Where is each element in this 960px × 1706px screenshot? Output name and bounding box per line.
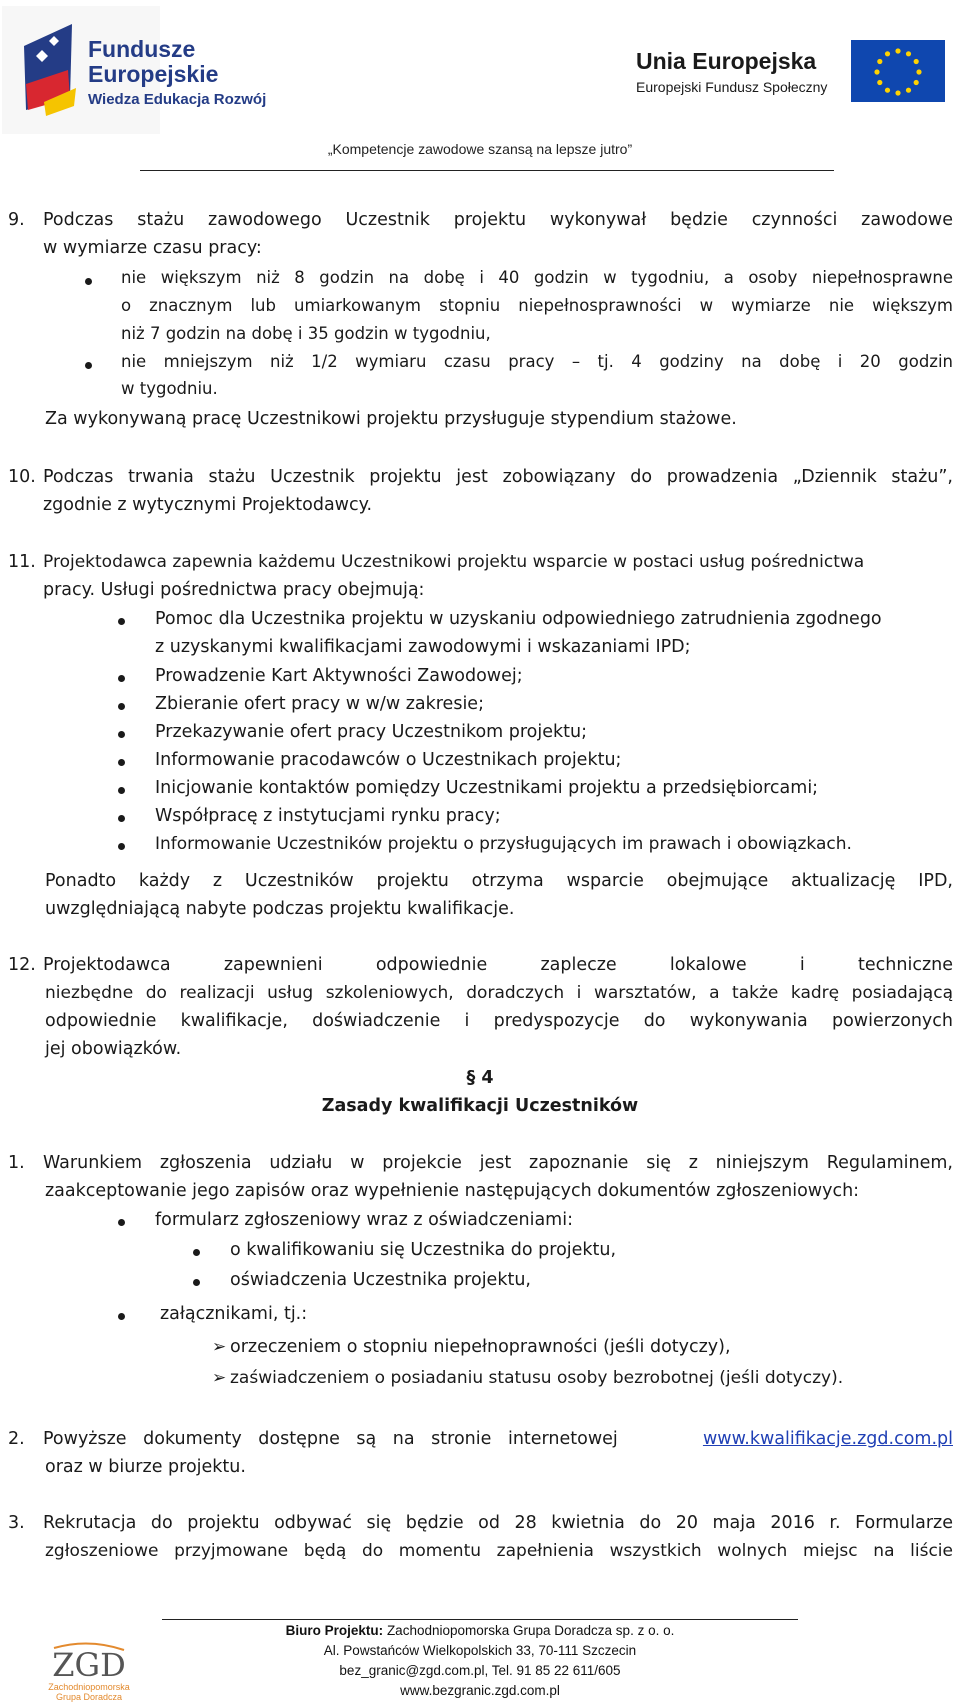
item-11-closing-line1: Ponadto każdy z Uczestników projektu otrzyma wsparcie obejmujące aktualizację IPD, [45,871,953,891]
bullet-icon [118,703,125,710]
item-9-bullet1-line3: niż 7 godzin na dobę i 35 godzin w tygodniu, [121,324,491,343]
s4-item-1-bullet1: formularz zgłoszeniowy wraz z oświadczeniami: [155,1210,573,1230]
item-9-number: 9. [8,210,25,230]
item-9-bullet1-line1: nie większym niż 8 godzin na dobę i 40 godzin w tygodniu, a osoby niepełnosprawne [121,268,953,287]
bullet-icon [118,843,125,850]
item-11-closing-line2: uwzględniającą nabyte podczas projektu kwalifikacje. [45,899,515,919]
item-11-bullet-6: Inicjowanie kontaktów pomiędzy Uczestnikami projektu a przedsiębiorcami; [155,778,819,798]
s4-item-1-bullet2-sub1: orzeczeniem o stopniu niepełnoprawności (jeśli dotyczy), [230,1337,731,1357]
item-9-bullet2-line2: w tygodniu. [121,379,218,398]
bullet-icon [118,815,125,822]
item-11-bullet-8: Informowanie Uczestników projektu o przysługujących im prawach i obowiązkach. [155,834,852,854]
footer-label: Biuro Projektu: [285,1623,384,1638]
zgd-logo-sub1: Zachodniopomorska [48,1682,130,1692]
item-10-line1: Podczas trwania stażu Uczestnik projektu jest zobowiązany do prowadzenia „Dziennik stażu”, [43,467,953,487]
s4-item-1-bullet1-sub1: o kwalifikowaniu się Uczestnika do projektu, [230,1240,617,1260]
footer-divider [162,1619,798,1620]
fe-logo-line2: Europejskie [88,61,219,87]
fe-logo-line3: Wiedza Edukacja Rozwój [88,91,267,108]
zgd-logo-sub2: Grupa Doradcza [55,1692,123,1702]
item-11-bullet-7: Współpracę z instytucjami rynku pracy; [155,806,501,826]
item-9-closing: Za wykonywaną pracę Uczestnikowi projektu przysługuje stypendium stażowe. [45,409,737,429]
bullet-icon [118,731,125,738]
section-title: Zasady kwalifikacji Uczestników [321,1096,639,1116]
ue-logo-text [636,48,827,95]
item-10-line2: zgodnie z wytycznymi Projektodawcy. [43,495,373,515]
ue-subtitle: Europejski Fundusz Społeczny [636,79,828,95]
bullet-icon [118,618,125,625]
item-12-line4: jej obowiązków. [45,1039,182,1059]
item-12-number: 12. [8,955,36,975]
item-12-line2: niezbędne do realizacji usług szkoleniowych, doradczych i warsztatów, a także kadrę posiadającą [45,983,953,1003]
item-9-bullet2-line1: nie mniejszym niż 1/2 wymiaru czasu pracy – tj. 4 godziny na dobę i 20 godzin [121,352,953,371]
s4-item-3-line1: Rekrutacja do projektu odbywać się będzie od 28 kwietnia do 20 maja 2016 r. Formularze [43,1513,953,1533]
project-tagline: „Kompetencje zawodowe szansą na lepsze jutro” [327,141,633,157]
item-9-bullet1-line2: o znacznym lub umiarkowanym stopniu niepełnosprawności w wymiarze nie większym [121,296,953,315]
item-11-number: 11. [8,552,36,572]
section-symbol: § 4 [466,1068,494,1088]
bullet-icon [85,362,92,369]
bullet-icon [193,1249,200,1256]
item-11-bullet-5: Informowanie pracodawców o Uczestnikach projektu; [155,750,622,770]
s4-item-1-bullet1-sub2: oświadczenia Uczestnika projektu, [230,1270,531,1290]
s4-item-2-line2: oraz w biurze projektu. [45,1457,246,1477]
footer-block [160,1621,800,1701]
item-11-bullet-4: Przekazywanie ofert pracy Uczestnikom projektu; [155,722,588,742]
item-11-line2: pracy. Usługi pośrednictwa pracy obejmują: [43,580,425,600]
header-divider [140,170,834,171]
eu-flag-icon [851,40,945,102]
footer-website[interactable]: www.bezgranic.zgd.com.pl [400,1683,560,1698]
s4-item-2-line1: Powyższe dokumenty dostępne są na stronie internetowej [43,1429,618,1449]
fe-logo-text [88,38,266,107]
s4-item-1-line2: zaakceptowanie jego zapisów oraz wypełnienie następujących dokumentów zgłoszeniowych: [45,1181,860,1201]
footer-org: Zachodniopomorska Grupa Doradcza sp. z o. o. [386,1623,675,1638]
item-11-bullet-3: Zbieranie ofert pracy w w/w zakresie; [155,694,484,714]
fe-logo-line1: Fundusze [88,36,196,62]
s4-item-1-bullet2: załącznikami, tj.: [160,1304,308,1324]
s4-item-1-line1: Warunkiem zgłoszenia udziału w projekcie jest zapoznanie się z niniejszym Regulaminem, [43,1153,953,1173]
footer-address: Al. Powstańców Wielkopolskich 33, 70-111 Szczecin [323,1643,637,1658]
item-11-line1: Projektodawca zapewnia każdemu Uczestnikowi projektu wsparcie w postaci usług pośrednictwa [43,552,865,572]
s4-item-3-number: 3. [8,1513,25,1533]
item-9-line2: w wymiarze czasu pracy: [43,238,262,258]
s4-item-2-number: 2. [8,1429,25,1449]
bullet-icon [118,1313,125,1320]
arrow-bullet-icon: ➢ [212,1368,227,1388]
kwalifikacje-website-link[interactable]: www.kwalifikacje.zgd.com.pl [702,1429,953,1449]
zgd-logo [44,1634,134,1702]
ue-title: Unia Europejska [636,48,817,74]
bullet-icon [193,1279,200,1286]
bullet-icon [118,1219,125,1226]
s4-item-2-line1-row [43,1425,953,1453]
item-9-line1: Podczas stażu zawodowego Uczestnik projektu wykonywał będzie czynności zawodowe [43,210,953,230]
arrow-bullet-icon: ➢ [212,1337,227,1357]
footer-org-line [160,1621,800,1641]
s4-item-1-number: 1. [8,1153,25,1173]
s4-item-1-bullet2-sub2: zaświadczeniem o posiadaniu statusu osoby bezrobotnej (jeśli dotyczy). [230,1368,844,1388]
item-11-bullet-2: Prowadzenie Kart Aktywności Zawodowej; [155,666,523,686]
item-11-bullet-1: Pomoc dla Uczestnika projektu w uzyskaniu odpowiedniego zatrudnienia zgodnego [155,609,882,629]
item-12-line1: Projektodawca zapewnieni odpowiednie zaplecze lokalowe i techniczne [43,955,953,975]
zgd-logo-text: ZGD [52,1646,126,1684]
bullet-icon [118,675,125,682]
item-12-line3: odpowiednie kwalifikacje, doświadczenie i predyspozycje do wykonywania powierzonych [45,1011,953,1031]
bullet-icon [118,787,125,794]
footer-contact[interactable]: bez_granic@zgd.com.pl, Tel. 91 85 22 611/605 [339,1663,621,1678]
item-11-bullet-1-cont: z uzyskanymi kwalifikacjami zawodowymi i wskazaniami IPD; [155,637,691,657]
bullet-icon [118,759,125,766]
bullet-icon [85,278,92,285]
item-10-number: 10. [8,467,36,487]
s4-item-3-line2: zgłoszeniowe przyjmowane będą do momentu zapełnienia wszystkich wolnych miejsc na liście [45,1541,953,1561]
